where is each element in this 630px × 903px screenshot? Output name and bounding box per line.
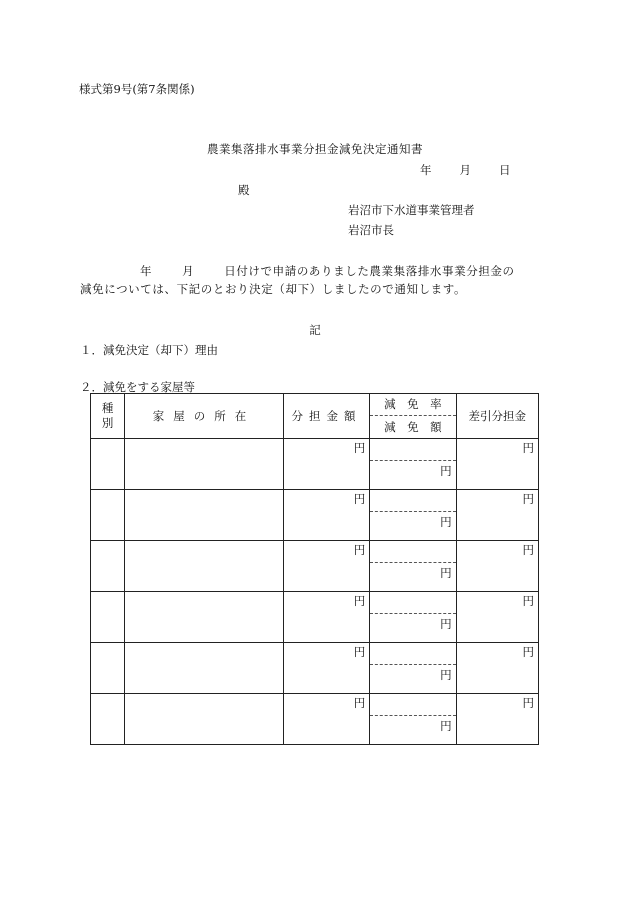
cell-rate-amount[interactable] [370,541,456,592]
table-row [91,490,539,541]
cell-share[interactable] [283,592,369,643]
cell-location[interactable] [125,490,284,541]
yen-unit: 円 [440,617,452,631]
yen-unit: 円 [522,594,534,608]
header-rate-amount [370,394,456,439]
cell-balance[interactable] [456,541,538,592]
yen-unit: 円 [353,696,366,710]
addressee: 殿 [238,183,250,197]
section-reason: １．減免決定（却下）理由 [80,343,218,357]
table-row [91,541,539,592]
yen-unit: 円 [353,441,366,455]
cell-rate-amount[interactable] [370,439,456,490]
date-day: 日 [499,163,511,177]
cell-location[interactable] [125,643,284,694]
cell-share[interactable] [283,643,369,694]
yen-unit: 円 [440,464,452,478]
issuer-name: 岩沼市長 [348,223,394,237]
header-type: 種別 [91,394,125,439]
cell-location[interactable] [125,541,284,592]
cell-rate-amount[interactable] [370,490,456,541]
yen-unit: 円 [522,492,534,506]
yen-unit: 円 [440,668,452,682]
yen-unit: 円 [440,566,452,580]
yen-unit: 円 [440,515,452,529]
yen-unit: 円 [353,543,366,557]
cell-balance[interactable] [456,490,538,541]
header-rate: 減 免 率 [370,394,455,416]
table-row [91,694,539,745]
cell-type[interactable] [91,592,125,643]
header-balance: 差引分担金 [456,394,538,439]
cell-type[interactable] [91,541,125,592]
date-year: 年 [420,163,432,177]
cell-balance[interactable] [456,643,538,694]
yen-unit: 円 [353,645,366,659]
table-header-row [91,394,539,439]
houses-table [90,393,539,745]
yen-unit: 円 [522,696,534,710]
date-line [420,162,511,178]
cell-balance[interactable] [456,439,538,490]
cell-location[interactable] [125,439,284,490]
yen-unit: 円 [522,543,534,557]
yen-unit: 円 [440,719,452,733]
yen-unit: 円 [522,441,534,455]
cell-share[interactable] [283,694,369,745]
form-number: 様式第9号(第7条関係) [79,82,195,96]
header-location: 家屋の所在 [125,394,284,439]
cell-type[interactable] [91,490,125,541]
cell-share[interactable] [283,490,369,541]
cell-share[interactable] [283,439,369,490]
date-month: 月 [459,163,471,177]
body-line-1-text: 日付けで申請のありました農業集落排水事業分担金の [224,264,515,278]
cell-rate-amount[interactable] [370,643,456,694]
section-houses: ２．減免をする家屋等 [80,380,195,394]
header-share: 分担金額 [283,394,369,439]
ki-heading: 記 [309,323,321,337]
cell-balance[interactable] [456,592,538,643]
cell-type[interactable] [91,694,125,745]
yen-unit: 円 [522,645,534,659]
issuer-title: 岩沼市下水道事業管理者 [348,203,475,217]
body-year: 年 [140,264,153,278]
table-row [91,592,539,643]
document-title: 農業集落排水事業分担金減免決定通知書 [207,142,423,156]
cell-rate-amount[interactable] [370,694,456,745]
body-line-1 [140,263,515,279]
cell-location[interactable] [125,592,284,643]
yen-unit: 円 [353,492,366,506]
table-row [91,643,539,694]
body-line-2: 減免については、下記のとおり決定（却下）しましたので通知します。 [80,282,467,296]
cell-rate-amount[interactable] [370,592,456,643]
cell-type[interactable] [91,439,125,490]
cell-type[interactable] [91,643,125,694]
header-amount: 減 免 額 [384,420,442,434]
cell-location[interactable] [125,694,284,745]
table-row [91,439,539,490]
cell-balance[interactable] [456,694,538,745]
body-month: 月 [182,264,195,278]
yen-unit: 円 [353,594,366,608]
cell-share[interactable] [283,541,369,592]
